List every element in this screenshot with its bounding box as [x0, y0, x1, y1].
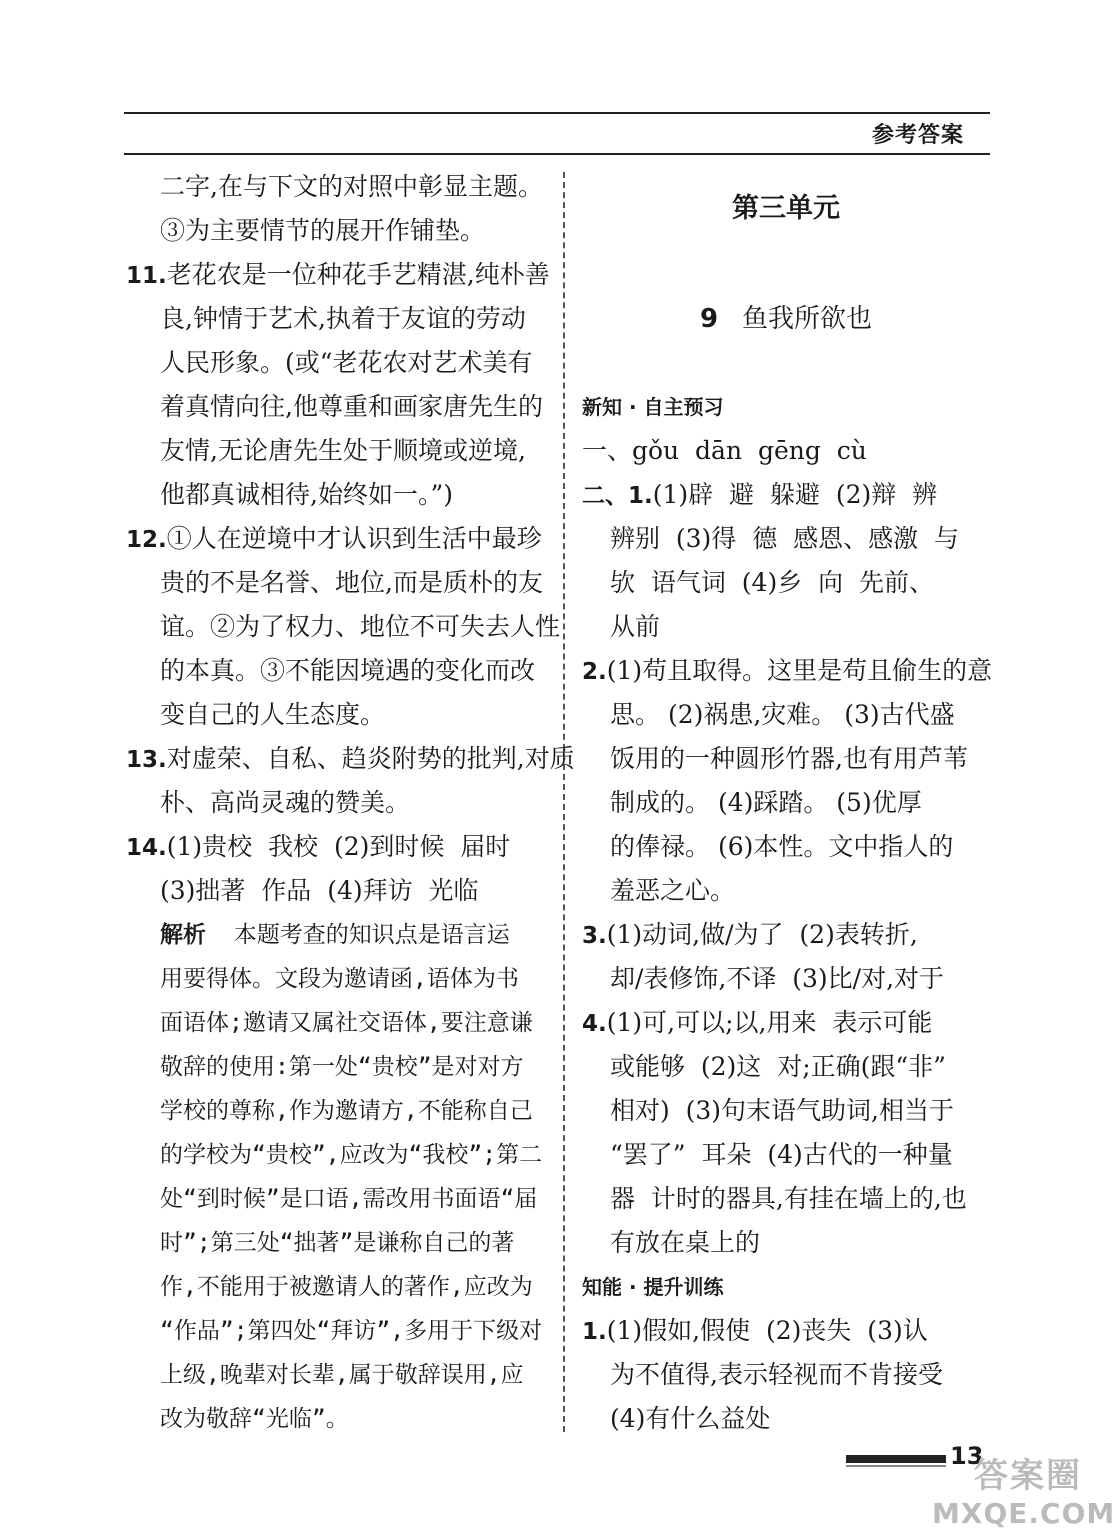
answer-text: 的本真。③不能因境遇的变化而改 [160, 656, 536, 685]
answer-line [582, 1397, 990, 1441]
answer-line [582, 869, 990, 913]
answer-text: (1)动词,做/为了 (2)表转折, [606, 920, 918, 949]
answer-text: 有放在桌上的 [610, 1228, 761, 1257]
answer-text: (1)苟且取得。这里是苟且偷生的意 [606, 656, 993, 685]
answer-line [126, 913, 536, 957]
answer-text: (1)辟 避 躲避 (2)辩 辨 [652, 480, 938, 509]
answer-text: (4)有什么益处 [610, 1404, 771, 1433]
answer-line [582, 605, 990, 649]
lesson-heading [582, 253, 990, 385]
question-number: 3. [582, 923, 607, 949]
answer-line [126, 253, 550, 297]
question-number: 14. [126, 835, 167, 861]
answer-text: 学校的尊称,作为邀请方,不能称自己 [160, 1098, 533, 1124]
answer-text: 羞恶之心。 [610, 876, 736, 905]
answer-line [582, 429, 990, 473]
answer-text: 他都真诚相待,始终如一。”) [160, 480, 453, 509]
answer-text: ③为主要情节的展开作铺垫。 [160, 216, 486, 245]
answer-text: 制成的。 (4)踩踏。 (5)优厚 [610, 788, 922, 817]
answer-text: 或能够 (2)这 对;正确(跟“非” [610, 1052, 946, 1081]
answer-text: 变自己的人生态度。 [160, 700, 386, 729]
answer-line [582, 1309, 990, 1353]
answer-line [126, 869, 536, 913]
answer-line [126, 1265, 536, 1309]
answer-line [582, 957, 990, 1001]
header-rule-top [124, 112, 990, 114]
answer-line [126, 473, 536, 517]
answer-text: 欤 语气词 (4)乡 向 先前、 [610, 568, 934, 597]
section-heading-preview: 新知 · 自主预习 [582, 395, 724, 419]
answer-line [126, 1133, 543, 1177]
answer-text: (3)拙著 作品 (4)拜访 光临 [160, 876, 479, 905]
section-heading-training: 知能 · 提升训练 [582, 1275, 724, 1299]
answer-text: 人民形象。(或“老花农对艺术美有 [160, 348, 533, 377]
answer-line [126, 1045, 536, 1089]
watermark [932, 1448, 1115, 1530]
answer-text: 良,钟情于艺术,执着于友谊的劳动 [160, 304, 526, 333]
answer-line [126, 517, 542, 561]
answer-line [126, 737, 575, 781]
lesson-number: 9 [699, 304, 719, 334]
answer-text: 却/表修饰,不译 (3)比/对,对于 [610, 964, 945, 993]
answer-text: 的学校为“贵校”,应改为“我校”;第二 [160, 1142, 543, 1168]
answer-line [126, 385, 543, 429]
answer-line [126, 1089, 536, 1133]
answer-line [582, 737, 990, 781]
answer-text: 作,不能用于被邀请人的著作,应改为 [160, 1274, 533, 1300]
answer-line [582, 649, 993, 693]
header-title: 参考答案 [871, 123, 964, 148]
footer-bar [846, 1455, 946, 1463]
answer-line [582, 1221, 990, 1265]
answer-text: 友情,无论唐先生处于顺境或逆境, [160, 436, 526, 465]
answer-line [582, 693, 990, 737]
answer-line [126, 1353, 536, 1397]
answer-line [126, 1177, 536, 1221]
question-number: 13. [126, 747, 167, 773]
answer-text: 用要得体。文段为邀请函,语体为书 [160, 966, 519, 992]
answer-line [582, 825, 990, 869]
answer-line [126, 429, 536, 473]
column-divider [563, 172, 565, 1432]
answer-text: 敬辞的使用:第一处“贵校”是对对方 [160, 1054, 524, 1080]
answer-text: 器 计时的器具,有挂在墙上的,也 [610, 1184, 967, 1213]
lesson-title: 鱼我所欲也 [742, 304, 873, 334]
left-column [126, 165, 575, 1441]
answer-line [126, 1221, 536, 1265]
answer-text: 谊。②为了权力、地位不可失去人性 [160, 612, 561, 641]
answer-text: (1)贵校 我校 (2)到时候 届时 [166, 832, 511, 861]
answer-text: ①人在逆境中才认识到生活中最珍 [166, 524, 542, 553]
answer-text: 改为敬辞“光临”。 [160, 1406, 349, 1432]
answer-line [582, 913, 990, 957]
training-answers [582, 1309, 990, 1441]
unit-heading: 第三单元 [732, 193, 840, 224]
answer-line [582, 517, 990, 561]
answer-line [582, 1353, 990, 1397]
answer-text: “作品”;第四处“拜访”,多用于下级对 [160, 1318, 543, 1344]
answer-line [126, 209, 536, 253]
answer-text: 辨别 (3)得 德 感恩、感激 与 [610, 524, 959, 553]
answer-text: 饭用的一种圆形竹器,也有用芦苇 [610, 744, 968, 773]
answer-text: (1)可,可以;以,用来 表示可能 [606, 1008, 933, 1037]
header-rule-bottom [124, 153, 990, 155]
answer-line [126, 561, 543, 605]
answer-line [126, 341, 536, 385]
answer-line [126, 1001, 536, 1045]
answer-text: 本题考查的知识点是语言运 [206, 922, 510, 948]
answer-text: 面语体;邀请又属社交语体,要注意谦 [160, 1010, 533, 1036]
answer-text: 二字,在与下文的对照中彰显主题。 [160, 172, 543, 201]
answer-line [582, 1045, 990, 1089]
answer-text: 为不值得,表示轻视而不肯接受 [610, 1360, 943, 1389]
answer-text: 上级,晚辈对长辈,属于敬辞误用,应 [160, 1362, 524, 1388]
answer-text: (1)假如,假使 (2)丧失 (3)认 [606, 1316, 928, 1345]
question-number: 11. [126, 263, 167, 289]
answer-line [582, 1133, 990, 1177]
answer-text: 时”;第三处“拙著”是谦称自己的著 [160, 1230, 515, 1256]
answer-line [582, 561, 990, 605]
preview-answers [582, 429, 993, 1265]
question-number: 二、1. [582, 483, 653, 509]
answer-line [582, 473, 990, 517]
answer-line [582, 781, 990, 825]
watermark-url: MXQE.COM [932, 1497, 1115, 1530]
answer-text: “罢了” 耳朵 (4)古代的一种量 [610, 1140, 953, 1169]
footer-bar-thin [846, 1465, 946, 1467]
analysis-label: 解析 [160, 922, 206, 948]
answer-line [126, 1309, 543, 1353]
answer-text: 贵的不是名誉、地位,而是质朴的友 [160, 568, 543, 597]
answer-text: 一、gǒu dān gēng cù [582, 436, 867, 465]
right-column [582, 165, 993, 1441]
question-number: 12. [126, 527, 167, 553]
question-number: 2. [582, 659, 607, 685]
answer-line [126, 1397, 536, 1441]
answer-text: 着真情向往,他尊重和画家唐先生的 [160, 392, 543, 421]
answer-line [126, 957, 536, 1001]
answer-text: 处“到时候”是口语,需改用书面语“届 [160, 1186, 538, 1212]
watermark-text: 答案圈 [974, 1456, 1082, 1496]
answer-text: 对虚荣、自私、趋炎附势的批判,对质 [166, 744, 575, 773]
answer-line [126, 781, 536, 825]
answer-line [126, 605, 561, 649]
answer-line [126, 693, 536, 737]
answer-text: 相对) (3)句末语气助词,相当于 [610, 1096, 955, 1125]
question-number: 1. [582, 1319, 607, 1345]
answer-text: 老花农是一位种花手艺精湛,纯朴善 [166, 260, 550, 289]
page-number: 13 [950, 1442, 984, 1470]
answer-text: 朴、高尚灵魂的赞美。 [160, 788, 411, 817]
question-number: 4. [582, 1011, 607, 1037]
answer-text: 从前 [610, 612, 661, 641]
answer-text: 的俸禄。 (6)本性。文中指人的 [610, 832, 954, 861]
answer-line [126, 649, 536, 693]
answer-text: 思。 (2)祸患,灾难。 (3)古代盛 [610, 700, 955, 729]
answer-line [126, 297, 536, 341]
answer-line [126, 825, 536, 869]
answer-line [582, 1089, 990, 1133]
answer-line [582, 1177, 990, 1221]
answer-line [126, 165, 543, 209]
answer-line [582, 1001, 990, 1045]
